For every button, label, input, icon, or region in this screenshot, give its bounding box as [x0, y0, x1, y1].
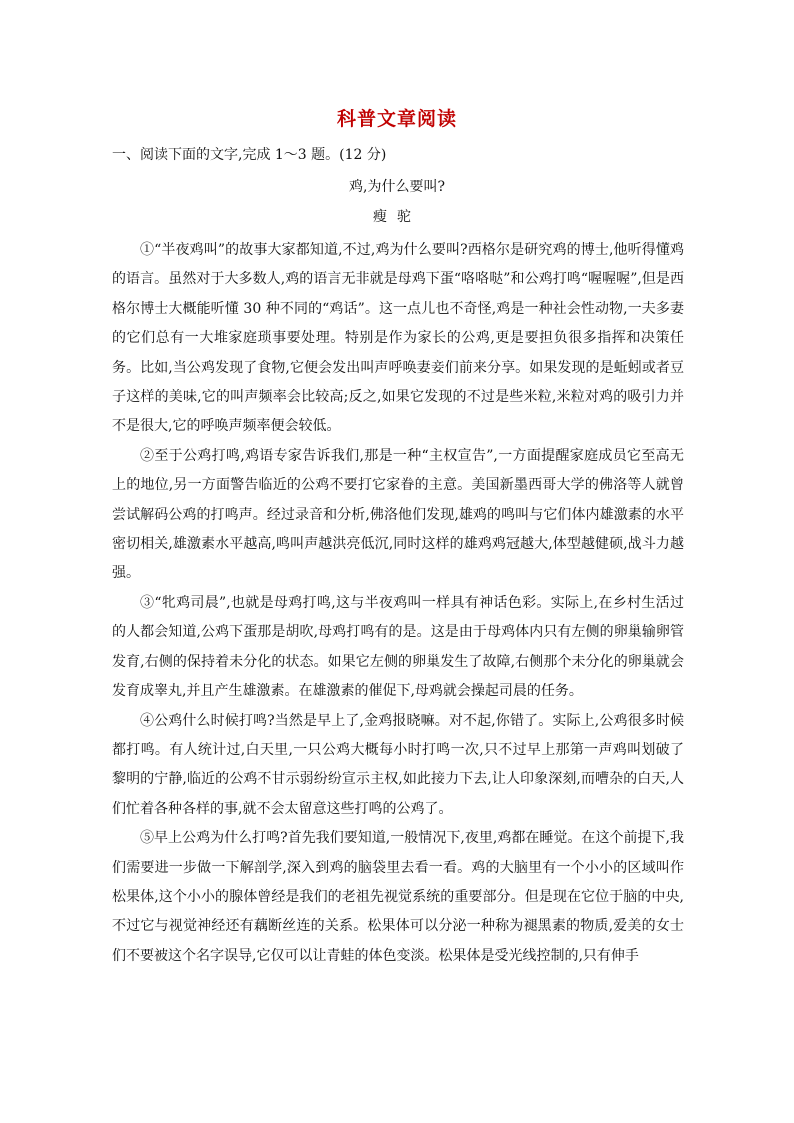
paragraph-1: ①“半夜鸡叫”的故事大家都知道,不过,鸡为什么要叫?西格尔是研究鸡的博士,他听得懂鸡的语言。虽然对于大多数人,鸡的语言无非就是母鸡下蛋“咯咯哒”和公鸡打鸣“喔喔喔”,但是西格尔博士大概能听懂 30 种不同的“鸡话”。这一点儿也不奇怪,鸡是一种社会性动物,一夫多妻的它们总有一大堆家庭琐事要处理。特别是作为家长的公鸡,更是要担负很多指挥和决策任务。比如,当公鸡发现了食物,它便会发出叫声呼唤妻妾们前来分享。如果发现的是蚯蚓或者豆子这样的美味,它的叫声频率会比较高;反之,如果它发现的不过是些米粒,米粒对鸡的吸引力并不是很大,它的呼唤声频率便会较低。 — [112, 242, 684, 435]
paragraph-3: ③“牝鸡司晨”,也就是母鸡打鸣,这与半夜鸡叫一样具有神话色彩。实际上,在乡村生活过的人都会知道,公鸡下蛋那是胡吹,母鸡打鸣有的是。这是由于母鸡体内只有左侧的卵巢输卵管发育,右侧的保持着未分化的状态。如果它左侧的卵巢发生了故障,右侧那个未分化的卵巢就会发育成睾丸,并且产生雄激素。在雄激素的催促下,母鸡就会操起司晨的任务。 — [112, 594, 684, 700]
paragraph-2: ②至于公鸡打鸣,鸡语专家告诉我们,那是一种“主权宣告”,一方面提醒家庭成员它至高无上的地位,另一方面警告临近的公鸡不要打它家眷的主意。美国新墨西哥大学的佛洛等人就曾尝试解码公鸡的打鸣声。经过录音和分析,佛洛他们发现,雄鸡的鸣叫与它们体内雄激素的水平密切相关,雄激素水平越高,鸣叫声越洪亮低沉,同时这样的雄鸡鸡冠越大,体型越健硕,战斗力越强。 — [112, 447, 684, 582]
article-author: 瘦驼 — [373, 209, 421, 225]
paragraph-5: ⑤早上公鸡为什么打鸣?首先我们要知道,一般情况下,夜里,鸡都在睡觉。在这个前提下,我们需要进一步做一下解剖学,深入到鸡的脑袋里去看一看。鸡的大脑里有一个小小的区域叫作松果体,这个小小的腺体曾经是我们的老祖先视觉系统的重要部分。但是现在它位于脑的中央,不过它与视觉神经还有藕断丝连的关系。松果体可以分泌一种称为褪黑素的物质,爱美的女士们不要被这个名字误导,它仅可以让青蛙的体色变淡。松果体是受光线控制的,只有伸手 — [112, 830, 684, 964]
article-title: 鸡,为什么要叫? — [349, 179, 445, 195]
page-title: 科普文章阅读 — [336, 108, 457, 130]
question-instruction: 一、阅读下面的文字,完成 1～3 题。(12 分) — [112, 147, 387, 163]
paragraph-4: ④公鸡什么时候打鸣?当然是早上了,金鸡报晓嘛。对不起,你错了。实际上,公鸡很多时候都打鸣。有人统计过,白天里,一只公鸡大概每小时打鸣一次,只不过早上那第一声鸡叫划破了黎明的宁静,临近的公鸡不甘示弱纷纷宣示主权,如此接力下去,让人印象深刻,而嘈杂的白天,人们忙着各种各样的事,就不会太留意这些打鸣的公鸡了。 — [112, 712, 684, 817]
article-body — [112, 236, 684, 971]
